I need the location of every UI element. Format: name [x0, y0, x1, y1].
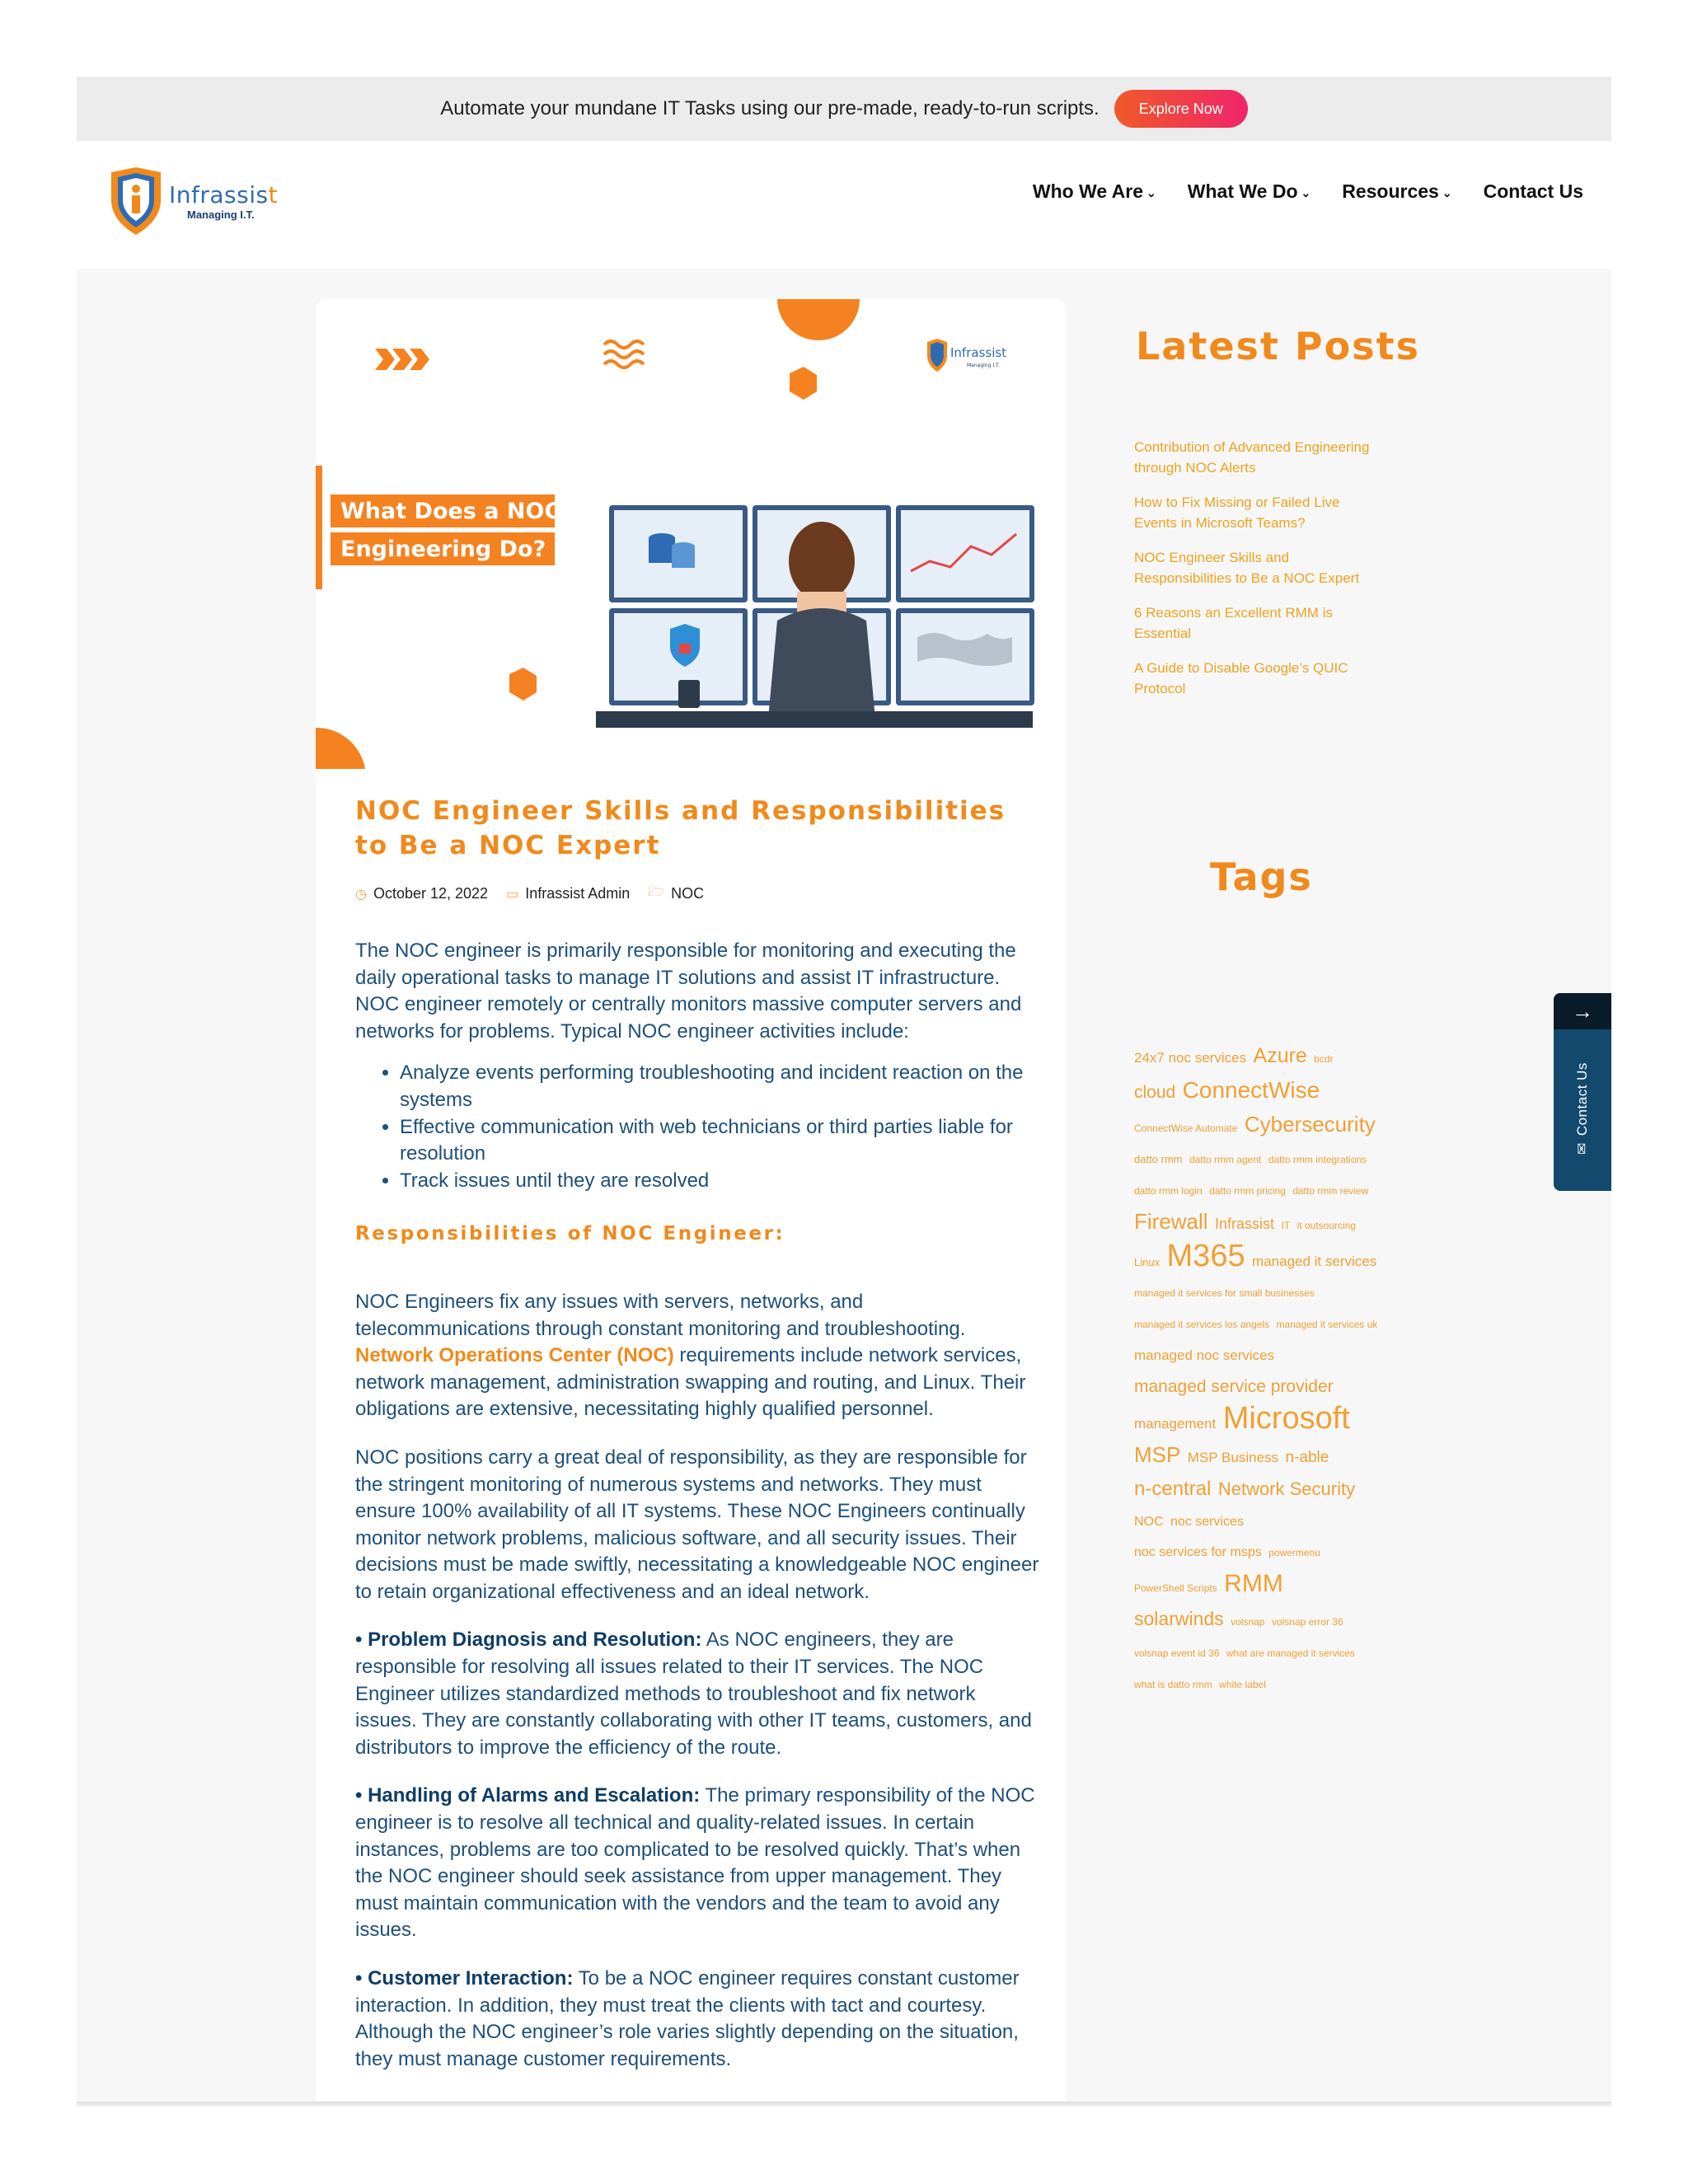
- tag-link[interactable]: NOC: [1134, 1515, 1164, 1529]
- logo-wordmark: [169, 181, 278, 221]
- tag-link[interactable]: managed noc services: [1134, 1347, 1275, 1363]
- chevron-down-icon: ⌄: [1146, 186, 1156, 199]
- article-card: [316, 299, 1066, 2106]
- promo-banner: [77, 77, 1611, 141]
- tag-link[interactable]: PowerShell Scripts: [1134, 1582, 1217, 1594]
- tag-link[interactable]: Azure: [1253, 1044, 1307, 1067]
- list-item: • Effective communication with web technicians or third parties liable for resolution: [400, 1114, 1039, 1168]
- tag-link[interactable]: Firewall: [1134, 1209, 1208, 1234]
- latest-post-link[interactable]: A Guide to Disable Google’s QUIC Protocol: [1134, 660, 1348, 696]
- tag-link[interactable]: datto rmm: [1134, 1153, 1183, 1165]
- page-frame: [77, 77, 1611, 2106]
- tag-link[interactable]: datto rmm review: [1292, 1185, 1369, 1197]
- noc-engineer-illustration: [316, 299, 1066, 769]
- tag-link[interactable]: n-able: [1285, 1449, 1329, 1466]
- tag-link[interactable]: powermenu: [1268, 1547, 1320, 1558]
- latest-post-link[interactable]: NOC Engineer Skills and Responsibilities to Be a NOC Expert: [1134, 550, 1360, 586]
- id-card-icon: ▭: [506, 887, 519, 902]
- post-meta: [355, 883, 704, 905]
- tag-link[interactable]: white label: [1219, 1679, 1266, 1690]
- nav-resources[interactable]: Resources ⌄: [1342, 180, 1452, 202]
- tag-link[interactable]: management: [1134, 1416, 1217, 1432]
- tag-link[interactable]: managed it services: [1252, 1254, 1377, 1269]
- paragraph: • Problem Diagnosis and Resolution: As NOC engineers, they are responsible for resolving all issues related to their IT services. The NOC Engineer utilizes standardized methods to troubleshoot and fix network issues. They are constantly collaborating with other IT teams, customers, and distributors to improve the efficiency of the route.: [355, 1629, 1032, 1759]
- tag-link[interactable]: RMM: [1224, 1570, 1283, 1597]
- tag-link[interactable]: what is datto rmm: [1134, 1679, 1212, 1690]
- arrow-right-icon[interactable]: →: [1554, 993, 1611, 1029]
- tag-link[interactable]: managed it services uk: [1276, 1319, 1378, 1330]
- tag-link[interactable]: it outsourcing: [1296, 1220, 1357, 1231]
- tag-link[interactable]: 24x7 noc services: [1134, 1050, 1247, 1066]
- nav-what-we-do[interactable]: What We Do ⌄: [1187, 180, 1311, 202]
- paragraph: • Handling of Alarms and Escalation: The primary responsibility of the NOC engineer is to resolve all technical and quality-related issues. In certain instances, problems are too complicated to be resolved quickly. That’s when the NOC engineer should seek assistance from upper management. They must maintain communication with the vendors and the team to avoid any issues.: [355, 1784, 1035, 1942]
- tag-link[interactable]: ConnectWise Automate: [1134, 1122, 1238, 1134]
- paragraph: NOC Engineers fix any issues with servers, networks, and telecommunications through constant monitoring and troubleshooting. Network Operations Center (NOC) requirements include network services, network management, administration swapping and routing, and Linux. Their obligations are extensive, necessitating highly qualified personnel.: [355, 1290, 1026, 1421]
- tag-link[interactable]: Microsoft: [1222, 1401, 1350, 1436]
- tag-cloud: [1134, 1041, 1381, 1700]
- latest-posts-heading: Latest Posts: [1136, 324, 1420, 368]
- tag-link[interactable]: M365: [1166, 1239, 1245, 1273]
- tag-link[interactable]: volsnap: [1231, 1616, 1265, 1628]
- tag-link[interactable]: managed it services los angels: [1134, 1319, 1270, 1330]
- chevron-down-icon: ⌄: [1301, 186, 1311, 199]
- featured-image: [316, 299, 1066, 769]
- tags-heading: Tags: [1210, 855, 1313, 899]
- tag-link[interactable]: solarwinds: [1134, 1608, 1224, 1629]
- nav-contact-us[interactable]: Contact Us: [1483, 180, 1583, 202]
- tag-link[interactable]: n-central: [1134, 1478, 1212, 1500]
- chevron-down-icon: ⌄: [1442, 186, 1452, 199]
- tag-link[interactable]: ConnectWise: [1182, 1077, 1320, 1103]
- post-body: [355, 938, 1039, 2094]
- clock-icon: ◷: [355, 887, 367, 902]
- tag-link[interactable]: noc services: [1170, 1515, 1244, 1529]
- latest-post-link[interactable]: Contribution of Advanced Engineering through NOC Alerts: [1134, 439, 1370, 476]
- folder-icon: 🗁: [648, 885, 665, 899]
- hero-headline-line2: Engineering Do?: [340, 537, 546, 562]
- tag-link[interactable]: volsnap error 36: [1271, 1616, 1343, 1628]
- post-date: ◷ October 12, 2022: [355, 885, 489, 902]
- activity-list: [400, 1060, 1039, 1194]
- tag-link[interactable]: MSP: [1134, 1442, 1181, 1467]
- post-category[interactable]: 🗁 NOC: [648, 883, 704, 905]
- main-nav: [1033, 180, 1583, 203]
- tag-link[interactable]: cloud: [1134, 1083, 1176, 1102]
- logo-name: Infrassist: [169, 181, 279, 209]
- tag-link[interactable]: MSP Business: [1187, 1450, 1279, 1465]
- list-item: • Track issues until they are resolved: [400, 1168, 1039, 1195]
- tag-link[interactable]: datto rmm agent: [1189, 1154, 1262, 1165]
- tag-link[interactable]: what are managed it services: [1226, 1647, 1355, 1659]
- tag-link[interactable]: datto rmm login: [1134, 1185, 1203, 1197]
- tag-link[interactable]: managed service provider: [1134, 1377, 1334, 1396]
- section-heading: Responsibilities of NOC Engineer:: [355, 1223, 785, 1245]
- site-logo[interactable]: [105, 166, 278, 237]
- latest-post-link[interactable]: How to Fix Missing or Failed Live Events in Microsoft Teams?: [1134, 494, 1340, 531]
- tag-link[interactable]: IT: [1281, 1220, 1291, 1231]
- promo-text: Automate your mundane IT Tasks using our pre-made, ready-to-run scripts.: [440, 97, 1100, 120]
- contact-us-tab[interactable]: [1554, 993, 1611, 1191]
- noc-link[interactable]: Network Operations Center (NOC): [355, 1344, 674, 1367]
- page-bottom-edge: [77, 2102, 1611, 2107]
- paragraph: NOC positions carry a great deal of responsibility, as they are responsible for the stringent monitoring of numerous systems and networks. They must ensure 100% availability of all IT systems. These NOC Engineers continually monitor network problems, malicious software, and all security issues. Their decisions must be made swiftly, necessitating a knowledgeable NOC engineer to retain organizational effectiveness and an ideal network.: [355, 1446, 1039, 1603]
- site-header: [77, 141, 1611, 269]
- tag-link[interactable]: managed it services for small businesses: [1134, 1287, 1315, 1299]
- tag-link[interactable]: Cybersecurity: [1244, 1112, 1376, 1137]
- list-item: • Analyze events performing troubleshooting and incident reaction on the systems: [400, 1060, 1039, 1113]
- tag-link[interactable]: bcdr: [1314, 1053, 1334, 1065]
- hero-headline-line1: What Does a NOC: [340, 499, 561, 524]
- tag-link[interactable]: datto rmm pricing: [1209, 1185, 1286, 1197]
- post-intro: The NOC engineer is primarily responsible for monitoring and executing the daily operational tasks to manage IT solutions and assist IT infrastructure. NOC engineer remotely or centrally monitors massive computer servers and networks for problems. Typical NOC engineer activities include:: [355, 940, 1022, 1043]
- hero-brand: Infrassist: [950, 345, 1007, 360]
- logo-tagline: Managing I.T.: [187, 209, 255, 221]
- tag-link[interactable]: Network Security: [1217, 1479, 1356, 1499]
- nav-who-we-are[interactable]: Who We Are ⌄: [1032, 180, 1156, 202]
- paragraph: • Customer Interaction: To be a NOC engineer requires constant customer interaction. In addition, they must treat the clients with tact and courtesy. Although the NOC engineer’s role varies slightly depending on the situation, they must manage customer requirements.: [355, 1967, 1020, 2070]
- envelope-icon: ✉: [1574, 1142, 1590, 1155]
- latest-post-link[interactable]: 6 Reasons an Excellent RMM is Essential: [1134, 605, 1333, 641]
- contact-tab-label: ✉ Contact Us: [1574, 1062, 1590, 1155]
- tag-link[interactable]: Linux: [1134, 1256, 1160, 1268]
- hero-brand-tag: Managing I.T.: [967, 363, 1000, 368]
- explore-now-button[interactable]: Explore Now: [1114, 90, 1248, 128]
- post-author[interactable]: ▭ Infrassist Admin: [506, 885, 631, 902]
- tag-link[interactable]: noc services for msps: [1134, 1545, 1262, 1559]
- shield-logo-icon: [105, 166, 167, 237]
- post-title: NOC Engineer Skills and Responsibilities to Be a NOC Expert: [355, 796, 1006, 860]
- latest-posts-list: [1134, 437, 1381, 713]
- tag-link[interactable]: datto rmm integrations: [1268, 1154, 1367, 1165]
- tag-link[interactable]: Infrassist: [1215, 1216, 1275, 1232]
- tag-link[interactable]: volsnap event id 36: [1134, 1647, 1220, 1659]
